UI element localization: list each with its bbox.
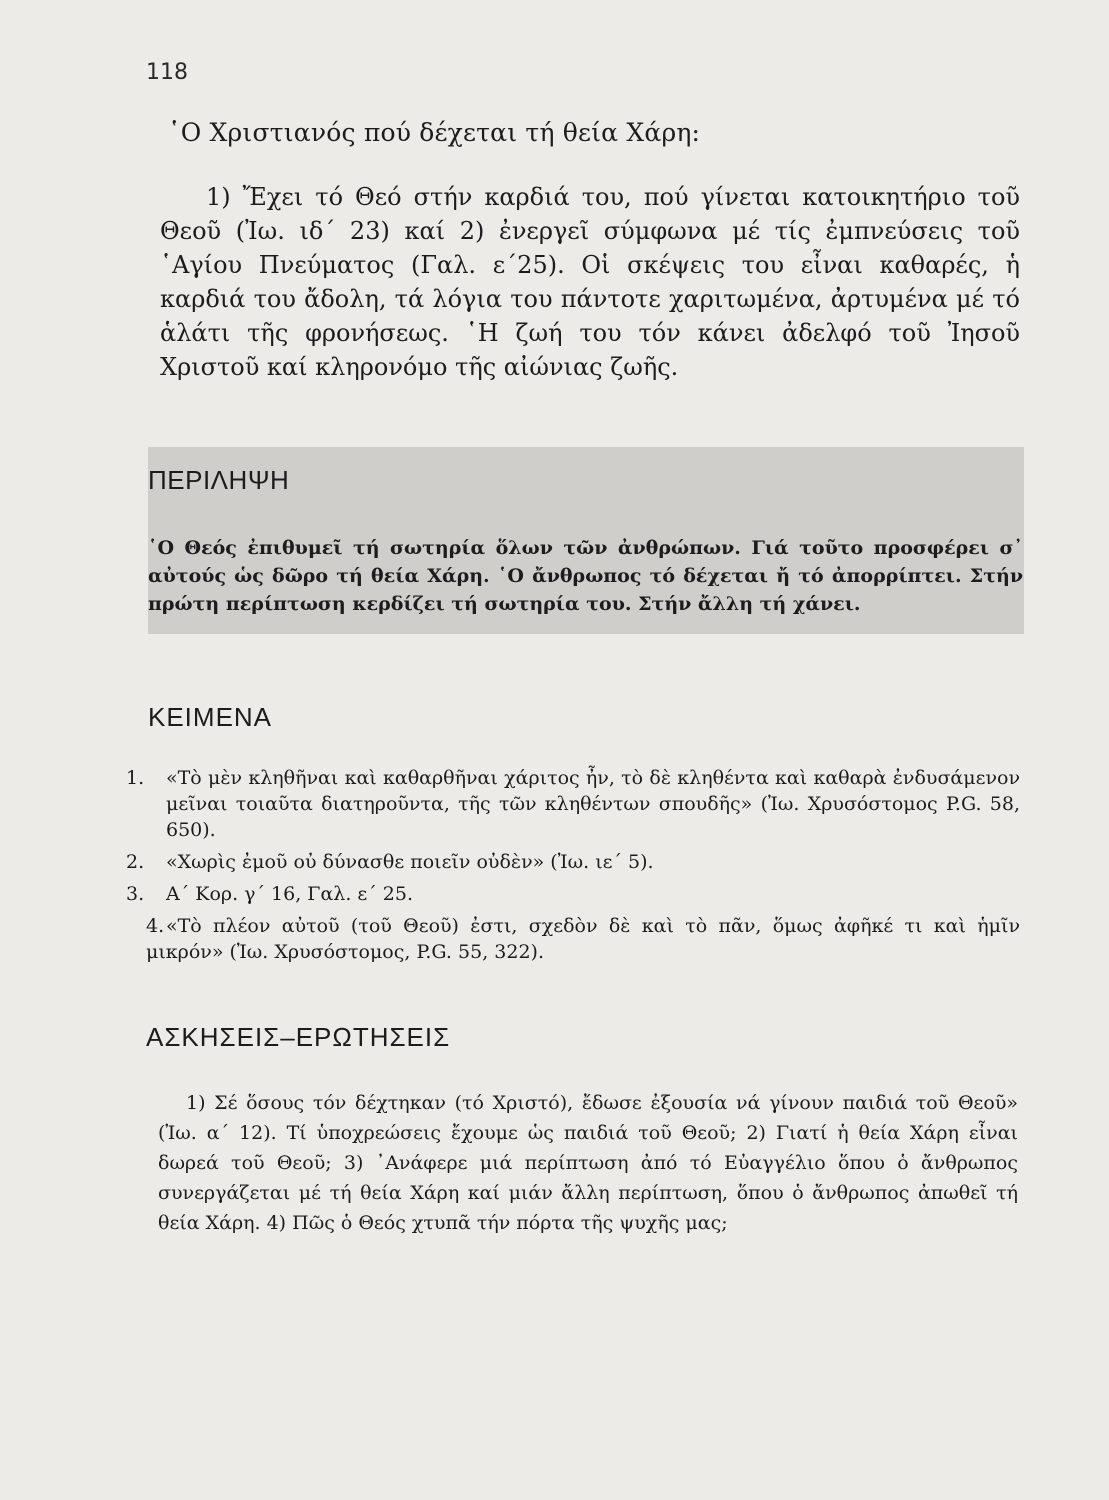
list-item-text: «Τὸ πλέον αὐτοῦ (τοῦ Θεοῦ) ἐστι, σχεδὸν δὲ καὶ τὸ πᾶν, ὅμως ἀφῆκέ τι καὶ ἡμῖν μικρόν» (Ἰω. Χρυσόστομος, P.G. 55, 322).: [146, 915, 1020, 963]
page-number: 118: [146, 60, 188, 85]
summary-text: [148, 534, 1023, 618]
exercises-paragraph: 1) Σέ ὅσους τόν δέχτηκαν (τό Χριστό), ἔδωσε ἐξουσία νά γίνουν παιδιά τοῦ Θεοῦ» (Ἰω. α´ 12). Τί ὑποχρεώσεις ἔχουμε ὡς παιδιά τοῦ Θεοῦ; 2) Γιατί ἡ θεία Χάρη εἶναι δωρεά τοῦ Θεοῦ; 3) ᾽Ανάφερε μιά περίπτωση ἀπό τό Εὐαγγέλιο ὅπου ὁ ἄνθρωπος συνεργάζεται μέ τή θεία Χάρη καί μιάν ἄλλη περίπτωση, ὅπου ὁ ἄνθρωπος ἀπωθεῖ τή θεία Χάρη. 4) Πῶς ὁ Θεός χτυπᾶ τήν πόρτα τῆς ψυχῆς μας;: [158, 1092, 1018, 1234]
list-item-text: «Χωρὶς ἐμοῦ οὐ δύνασθε ποιεῖν οὐδὲν» (Ἰω. ιε´ 5).: [166, 851, 654, 873]
list-item: [126, 765, 1020, 843]
list-item-number: 2.: [126, 851, 145, 873]
list-item-number: 1.: [126, 767, 145, 789]
list-item: [126, 849, 1020, 875]
list-item-text: «Τὸ μὲν κληθῆναι καὶ καθαρθῆναι χάριτος ἦν, τὸ δὲ κληθέντα καὶ καθαρὰ ἐνδυσάμενον μεῖναι τοιαῦτα διατηροῦντα, τῆς τῶν κληθέντων σπουδῆς» (Ἰω. Χρυσόστομος P.G. 58, 650).: [166, 767, 1020, 841]
intro-body: [160, 180, 1020, 384]
summary-title: ΠΕΡΙΛΗΨΗ: [148, 465, 290, 495]
intro-paragraph: 1) Ἔχει τό Θεό στήν καρδιά του, πού γίνεται κατοικητήριο τοῦ Θεοῦ (Ἰω. ιδ´ 23) καί 2) ἐνεργεῖ σύμφωνα μέ τίς ἐμπνεύσεις τοῦ ῾Αγίου Πνεύματος (Γαλ. ε´25). Οἱ σκέψεις του εἶναι καθαρές, ἡ καρδιά του ἄδολη, τά λόγια του πάντοτε χαριτωμένα, ἀρτυμένα μέ τό ἁλάτι τῆς φρονήσεως. ῾Η ζωή του τόν κάνει ἀδελφό τοῦ Ἰησοῦ Χριστοῦ καί κληρονόμο τῆς αἰώνιας ζωῆς.: [160, 183, 1020, 381]
exercises-title: ΑΣΚΗΣΕΙΣ–ΕΡΩΤΗΣΕΙΣ: [146, 1022, 451, 1052]
list-item-number: 3.: [126, 883, 145, 905]
intro-heading: ῾Ο Χριστιανός πού δέχεται τή θεία Χάρη:: [168, 118, 701, 147]
summary-box: [148, 447, 1024, 634]
list-item-text: Α´ Κορ. γ´ 16, Γαλ. ε´ 25.: [166, 883, 414, 905]
exercises-body: [158, 1088, 1018, 1238]
list-item: [126, 881, 1020, 907]
texts-list: [126, 765, 1020, 971]
list-item-number: 4.: [146, 915, 165, 937]
texts-title: ΚΕΙΜΕΝΑ: [148, 702, 273, 732]
summary-paragraph: ῾Ο Θεός ἐπιθυμεῖ τή σωτηρία ὅλων τῶν ἀνθρώπων. Γιά τοῦτο προσφέρει σ᾽ αὐτούς ὡς δῶρο τή θεία Χάρη. ῾Ο ἄνθρωπος τό δέχεται ἤ τό ἀπορρίπτει. Στήν πρώτη περίπτωση κερδίζει τή σωτηρία του. Στήν ἄλλη τή χάνει.: [148, 537, 1023, 615]
list-item: [146, 913, 1020, 965]
